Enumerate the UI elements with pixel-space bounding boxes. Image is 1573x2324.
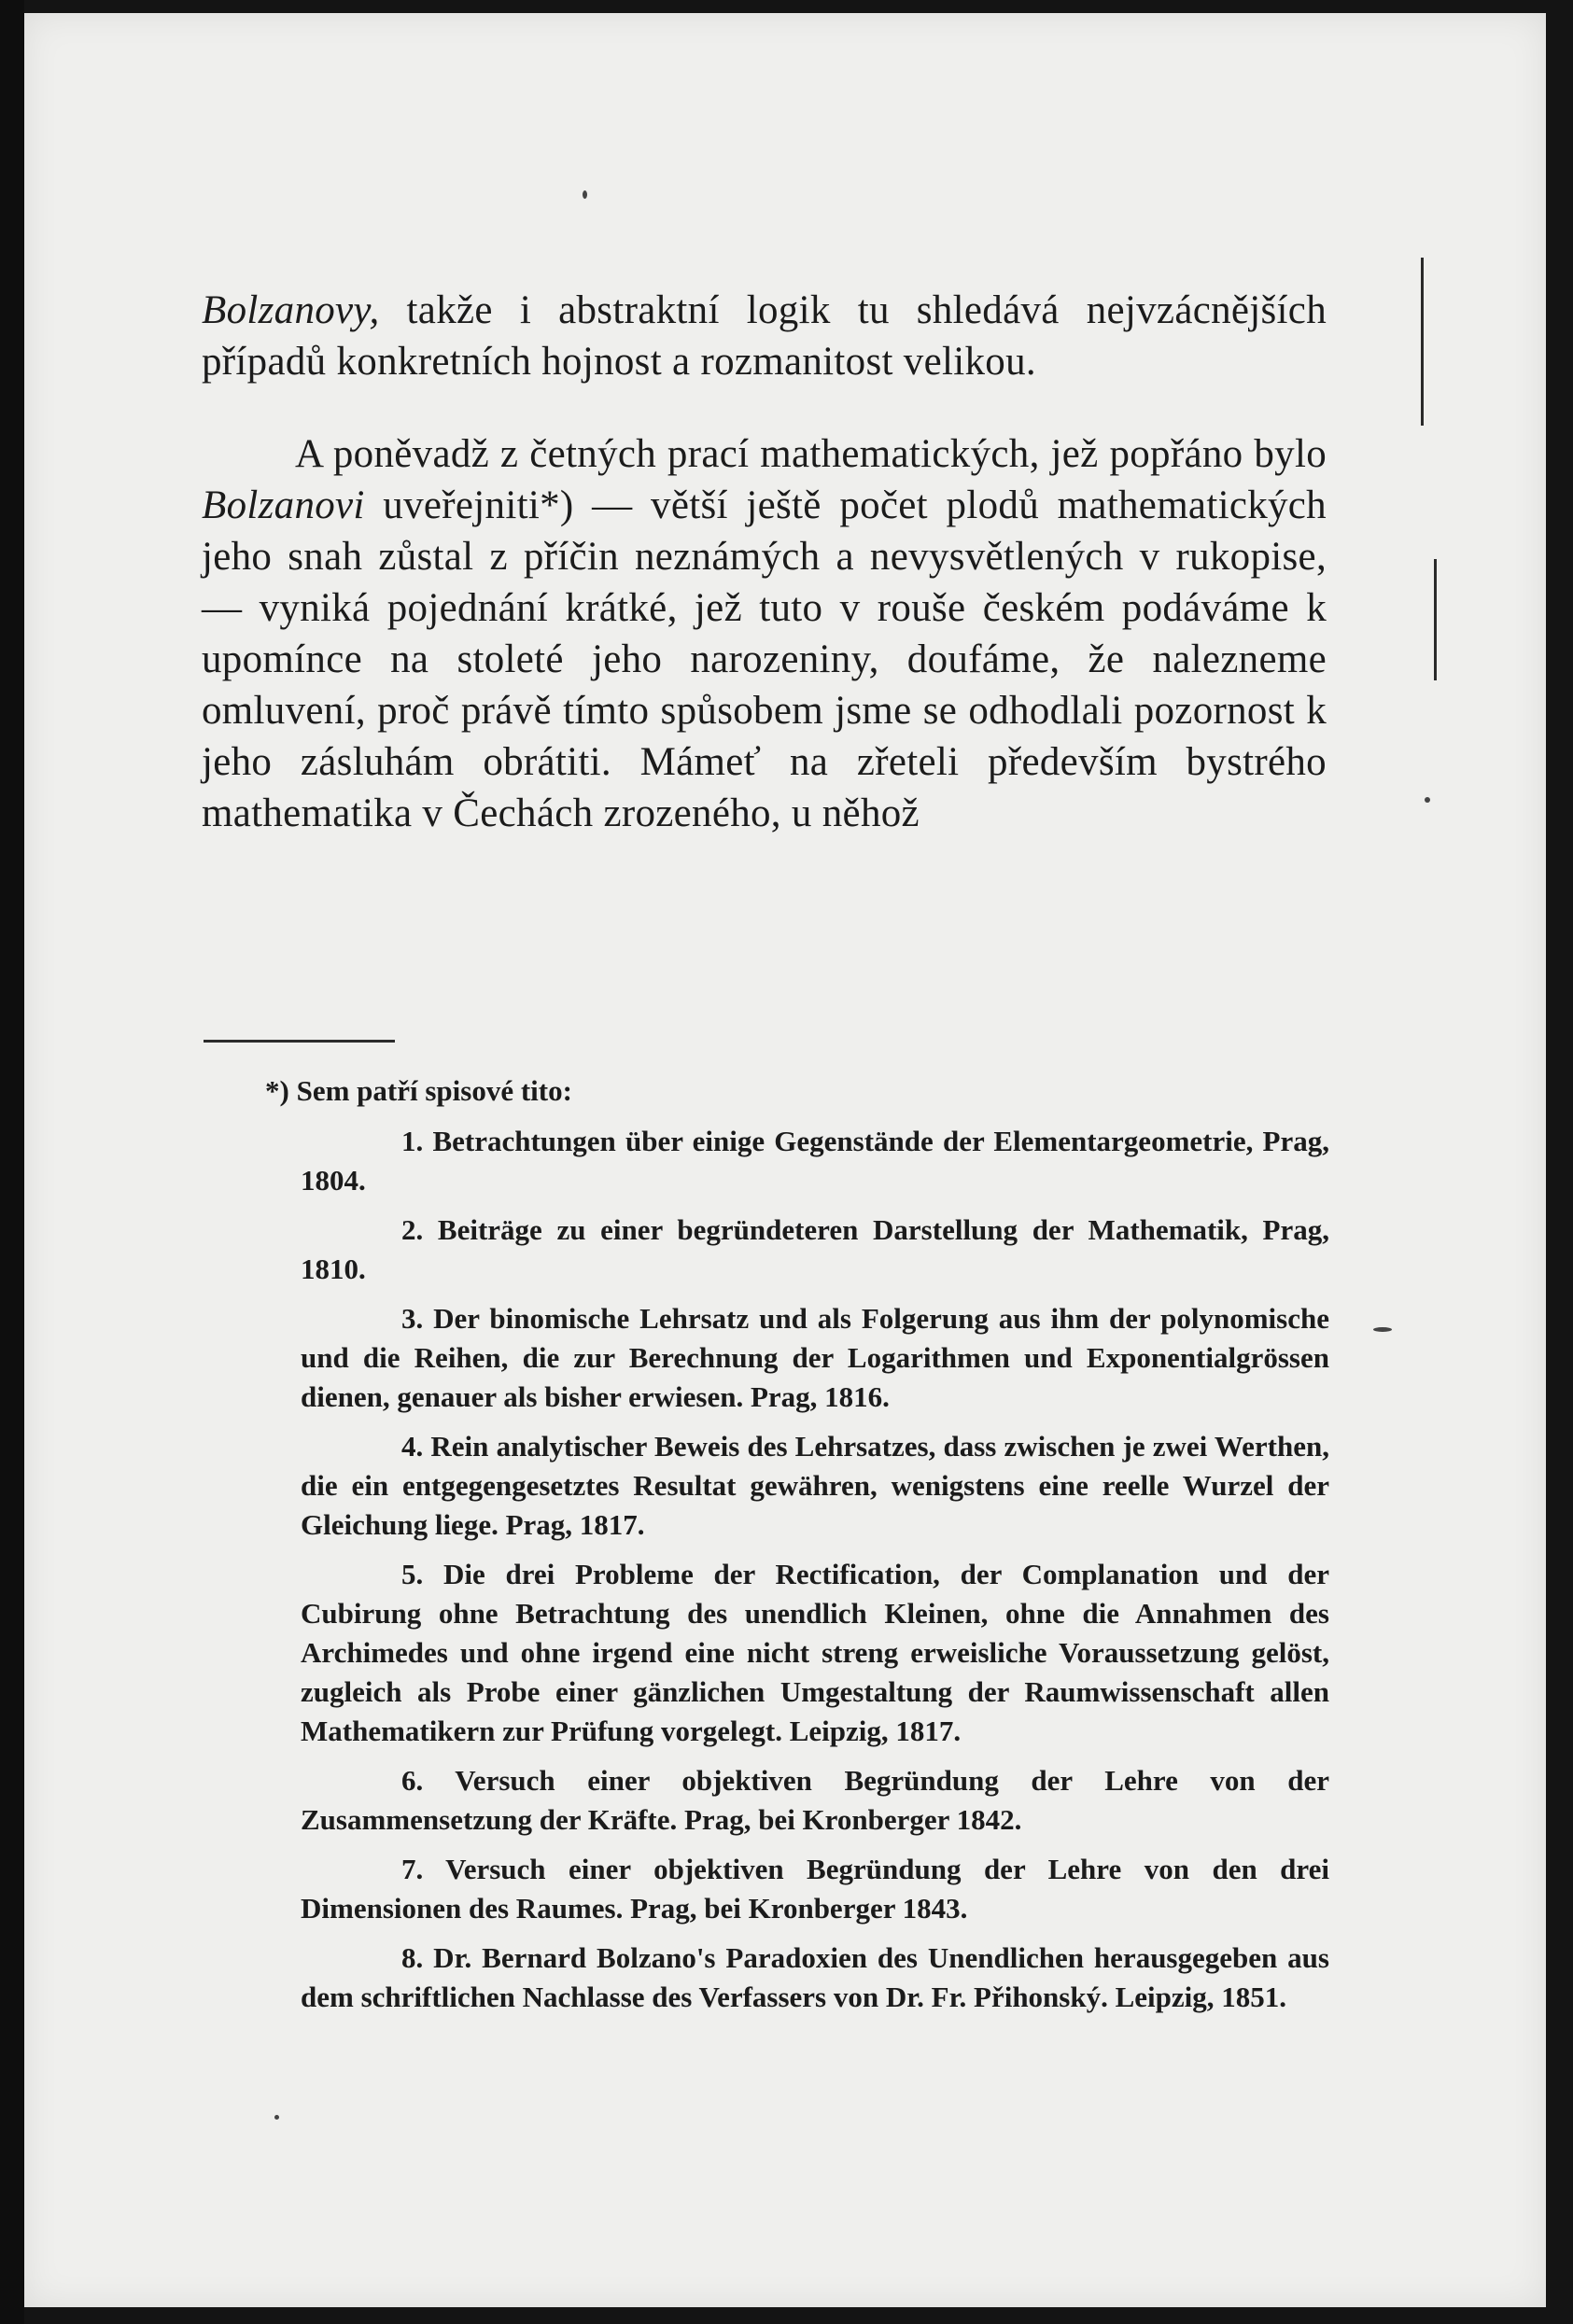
footnote-item — [301, 1555, 1329, 1751]
footnote-text: Dr. Bernard Bolzano's Paradoxien des Unendlichen herausgegeben aus dem schriftlichen Nachlasse des Verfassers von Dr. Fr. Přihonský. Leipzig, 1851. — [301, 1941, 1329, 2013]
footnote-text: Versuch einer objektiven Begründung der Lehre von der Zusammensetzung der Kräfte. Prag, bei Kronberger 1842. — [301, 1764, 1329, 1836]
name-bolzanovy: Bolzanovy, — [202, 288, 380, 332]
footnote-text: Versuch einer objektiven Begründung der Lehre von den drei Dimensionen des Raumes. Prag, bei Kronberger 1843. — [301, 1853, 1329, 1925]
footnote-number: 3. — [401, 1302, 424, 1335]
footnote-number: 2. — [401, 1213, 424, 1246]
footnote-text: Die drei Probleme der Rectification, der Complanation und der Cubirung ohne Betrachtung des unendlich Kleinen, ohne die Annahmen des Archimedes und ohne irgend eine nicht streng erweisliche Voraussetzung gelöst, zugleich als Probe einer gänzlichen Umgestaltung der Raumwissenschaft allen Mathematikern zur Prüfung vorgelegt. Leipzig, 1817. — [301, 1558, 1329, 1747]
footnote-item — [301, 1211, 1329, 1289]
footnote-text: Beiträge zu einer begründeteren Darstellung der Mathematik, Prag, 1810. — [301, 1213, 1329, 1285]
scan-speck — [1425, 797, 1430, 803]
footnote-item — [301, 1122, 1329, 1200]
footnote-text: Der binomische Lehrsatz und als Folgerung aus ihm der polynomische und die Reihen, die zur Berechnung der Logarithmen und Exponentialgrössen dienen, genauer als bisher erwiesen. Prag, 1816. — [301, 1302, 1329, 1413]
scan-speck — [583, 190, 587, 199]
main-text — [202, 285, 1327, 839]
scan-speck — [274, 2115, 279, 2120]
footnote-text: Betrachtungen über einige Gegenstände der Elementargeometrie, Prag, 1804. — [301, 1125, 1329, 1197]
margin-mark-right-middle — [1434, 559, 1437, 680]
footnote-separator — [204, 1040, 395, 1043]
footnote-number: 5. — [401, 1558, 424, 1590]
footnote-item — [301, 1939, 1329, 2017]
name-bolzanovi: Bolzanovi — [202, 483, 365, 527]
scan-left-edge — [0, 0, 24, 2324]
footnote-item — [301, 1850, 1329, 1928]
footnote-intro: *) Sem patří spisové tito: — [265, 1074, 572, 1107]
footnotes — [265, 1071, 1329, 2027]
footnote-text: Rein analytischer Beweis des Lehrsatzes, dass zwischen je zwei Werthen, die ein entgegengesetztes Resultat gewähren, wenigstens eine reelle Wurzel der Gleichung liege. Prag, 1817. — [301, 1430, 1329, 1541]
paragraph-1-text: takže i abstraktní logik tu shledává nejvzácnějších případů konkretních hojnost a rozmanitost velikou. — [202, 288, 1327, 384]
footnote-item — [301, 1299, 1329, 1417]
paragraph-2-part-2: uveřejniti*) — větší ještě počet plodů mathematických jeho snah zůstal z příčin neznámých a nevysvětlených v rukopise, — vyniká pojednání krátké, jež tuto v rouše českém podáváme k upomínce na stoleté jeho narozeniny, doufáme, že nalezneme omluvení, proč právě tímto spůsobem jsme se odhodlali pozornost k jeho zásluhám obrátiti. Mámeť na zřeteli především bystrého mathematika v Čechách zrozeného, u něhož — [202, 483, 1327, 835]
paragraph-2-part-1: A poněvadž z četných prací mathematických, jež popřáno bylo — [295, 432, 1327, 476]
footnote-number: 7. — [401, 1853, 424, 1885]
footnote-item — [301, 1761, 1329, 1840]
footnote-number: 8. — [401, 1941, 424, 1974]
margin-mark-right-upper — [1421, 258, 1424, 426]
paragraph-2 — [202, 428, 1327, 839]
footnote-number: 4. — [401, 1430, 424, 1463]
paragraph-1 — [202, 285, 1327, 387]
footnote-number: 6. — [401, 1764, 424, 1797]
footnote-number: 1. — [401, 1125, 424, 1157]
scan-speck — [1373, 1327, 1392, 1332]
footnote-item — [301, 1427, 1329, 1545]
